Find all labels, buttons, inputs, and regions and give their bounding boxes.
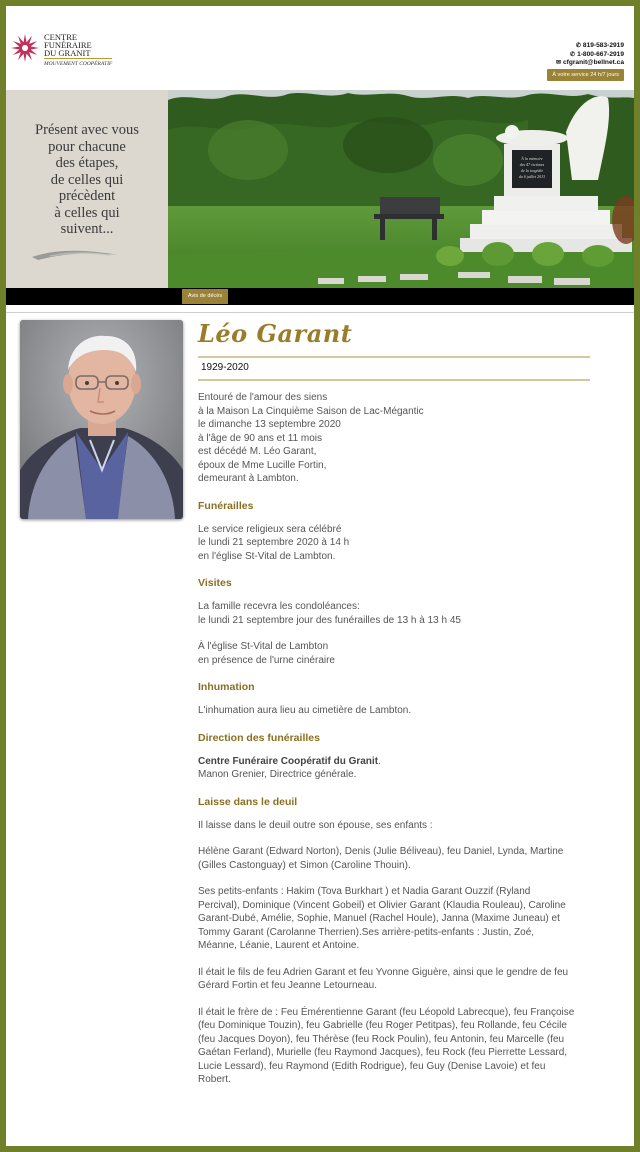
siblings-line: Lucie Lessard), feu Raymond (Edith Rodrigue), feu Guy (Denise Lavoie) et feu [198, 1060, 546, 1072]
quote-line: pour chacune [48, 138, 126, 155]
phone-2: 1-800-667-2919 [577, 50, 624, 58]
funerailles-line: Le service religieux sera célébré [198, 523, 342, 535]
divider [6, 312, 634, 313]
obituary-content [198, 316, 590, 1087]
service-24h-button[interactable]: À votre service 24 h/7 jours [547, 69, 624, 81]
logo-line-1: CENTRE [44, 32, 78, 42]
visites-line: La famille recevra les condoléances: [198, 601, 360, 612]
quote-line: des étapes, [55, 155, 119, 171]
logo-subtitle: MOUVEMENT COOPÉRATIF [44, 58, 112, 68]
email-link: cfgranit@bellnet.ca [562, 59, 624, 66]
monument-text: du 6 juillet 2013 [518, 174, 546, 179]
quote-line: précèdent [58, 188, 116, 204]
parents-line: Gérard Fortin et feu Jeanne Letourneau. [198, 980, 378, 991]
siblings-line: (feu Jacques Doyon), feu Thérèse (feu Rock Poulin), feu Antonin, feu Marcelle (feu [198, 1033, 565, 1045]
phone-icon: ✆ [575, 43, 581, 49]
visites-line: le lundi 21 septembre jour des funérailles de 13 h à 13 h 45 [198, 614, 461, 626]
quote-line: Présent avec vous [35, 122, 139, 138]
visites-line: en présence de l'urne cinéraire [198, 654, 335, 666]
siblings-line: Robert. [198, 1074, 231, 1085]
logo-line-2: FUNÉRAIRE [44, 40, 92, 50]
dates-bar [198, 356, 590, 381]
logo-line-3: DU GRANIT [44, 48, 91, 58]
deuil-intro: Il laisse dans le deuil outre son épouse, ses enfants : [198, 819, 433, 831]
funerailles-heading: Funérailles [198, 499, 254, 512]
contact-block [556, 42, 624, 68]
funerailles-line: le lundi 21 septembre 2020 à 14 h [198, 537, 350, 548]
phone-row-2[interactable] [556, 51, 624, 60]
intro-line: demeurant à Lambton. [198, 473, 299, 484]
page [6, 6, 634, 1146]
direction-line [198, 755, 590, 769]
funeral-home-name: Centre Funéraire Coopératif du Granit [198, 755, 379, 767]
hero-quote-panel [6, 90, 168, 288]
grandchildren-line: Méanne, Léanie, Laurent et Antoine. [198, 940, 360, 951]
intro-line: le dimanche 13 septembre 2020 [198, 419, 341, 430]
direction-heading: Direction des funérailles [198, 731, 320, 744]
deuil-heading: Laisse dans le deuil [198, 795, 298, 808]
nav-bar [6, 288, 634, 305]
inhumation-text: L'inhumation aura lieu au cimetière de Lambton. [198, 705, 412, 716]
funerailles-line: en l'église St-Vital de Lambton. [198, 550, 336, 562]
hero-quote [6, 122, 168, 238]
site-header [6, 6, 634, 90]
direction-period: . [378, 755, 381, 767]
phone-row-1[interactable] [556, 42, 624, 51]
monument-text: À la mémoire [521, 156, 543, 161]
email-row[interactable] [556, 59, 624, 68]
mail-icon: ✉ [555, 60, 561, 66]
siblings-line: Gaétan Ferland), Murielle (feu Raymond Jacques), feu Rock (feu Pierrette Lessard, [198, 1047, 568, 1058]
quote-line: de celles qui [50, 171, 124, 188]
deceased-name: Léo Garant [198, 319, 353, 348]
logo-wordmark[interactable] [44, 33, 112, 68]
quote-line: suivent... [60, 221, 114, 237]
children-line: (Gilles Castonguay) et Simon (Caroline Thouin). [198, 859, 411, 871]
hero-photo [168, 90, 634, 288]
grandchildren-line: Tommy Garant (Carolanne Therrien).Ses arrière-petits-enfants : Justin, Zoé, [198, 926, 535, 938]
inhumation-heading: Inhumation [198, 681, 255, 693]
deceased-portrait [20, 320, 183, 519]
intro-line: époux de Mme Lucille Fortin, [198, 459, 327, 471]
intro-line: à l'âge de 90 ans et 11 mois [198, 432, 323, 444]
quote-line: à celles qui [54, 204, 120, 221]
intro-paragraph [198, 391, 590, 486]
siblings-line: Il était le frère de : Feu Émérentienne Garant (feu Léopold Labrecque), feu Françoise [198, 1006, 575, 1018]
cemetery-landscape-image [168, 90, 634, 288]
intro-line: à la Maison La Cinquième Saison de Lac-Mégantic [198, 405, 424, 417]
grandchildren-line: Percival), Dominique (Vincent Gobeil) et Olivier Garant (Klaudia Rouleau), Caroline [198, 899, 566, 911]
phone-1: 819-583-2919 [582, 42, 624, 49]
monument-text: des 47 victimes [519, 162, 545, 167]
visites-line: À l'église St-Vital de Lambton [198, 641, 329, 652]
life-dates: 1929-2020 [201, 362, 249, 373]
avis-de-deces-tab[interactable]: Avis de décès [182, 289, 228, 304]
visites-heading: Visites [198, 577, 232, 589]
monument-text: de la tragédie [520, 168, 544, 173]
phone-icon: ✆ [570, 51, 576, 58]
children-line: Hélène Garant (Edward Norton), Denis (Julie Béliveau), feu Daniel, Lynda, Martine [198, 846, 564, 857]
logo-icon[interactable] [10, 33, 40, 63]
grandchildren-line: Ses petits-enfants : Hakim (Tova Burkhart ) et Nadia Garant Ouzzif (Ryland [198, 886, 531, 897]
director-name: Manon Grenier, Directrice générale. [198, 769, 357, 780]
intro-line: Entouré de l'amour des siens [198, 392, 328, 403]
parents-line: Il était le fils de feu Adrien Garant et feu Yvonne Giguère, ainsi que le gendre de feu [198, 966, 569, 978]
siblings-line: (feu Dominique Touzin), feu Gabrielle (feu Roger Petitpas), feu Rollande, feu Cécile [198, 1020, 567, 1031]
swoosh-icon [30, 248, 120, 262]
grandchildren-line: Garant-Dubé, Amélie, Sophie, Manuel (Rachel Houle), Janna (Maxime Juneau) et [198, 913, 560, 924]
hero-banner [6, 90, 634, 288]
intro-line: est décédé M. Léo Garant, [198, 446, 317, 457]
